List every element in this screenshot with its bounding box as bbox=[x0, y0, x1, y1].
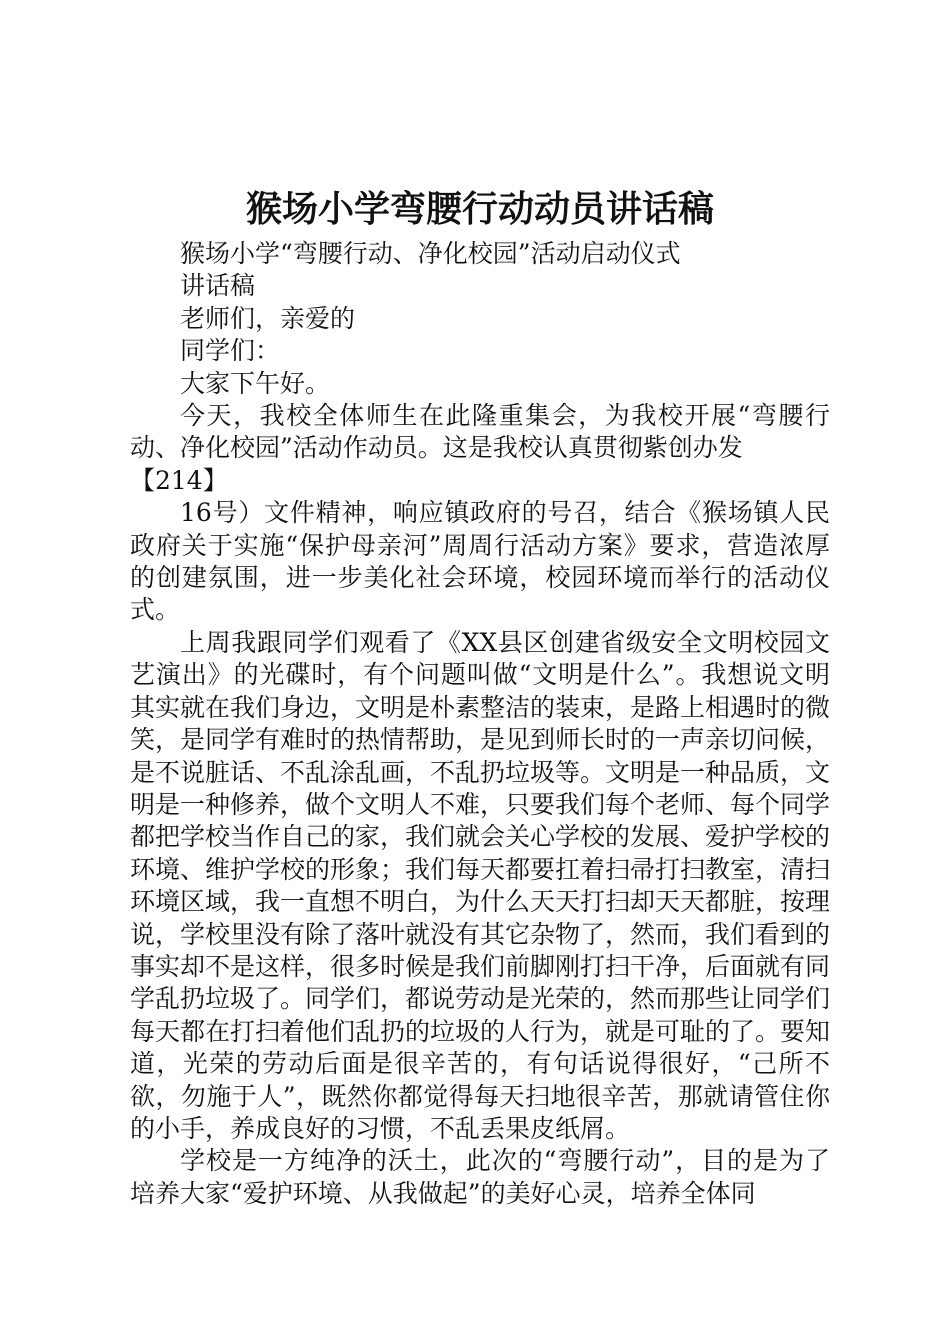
paragraph-opening: 今天，我校全体师生在此隆重集会，为我校开展“弯腰行动、净化校园”活动作动员。这是我校认真贯彻紫创办发 bbox=[130, 401, 830, 463]
document-page bbox=[130, 184, 830, 1210]
document-title: 猴场小学弯腰行动动员讲话稿 bbox=[245, 188, 714, 230]
greeting-line-afternoon: 大家下午好。 bbox=[180, 368, 331, 398]
paragraph-civilization: 上周我跟同学们观看了《XX县区创建省级安全文明校园文艺演出》的光碟时，有个问题叫做“文明是什么”。我想说文明其实就在我们身边，文明是朴素整洁的装束，是路上相遇时的微笑，是同学有难时的热情帮助，是见到师长时的一声亲切问候，是不说脏话、不乱涂乱画，不乱扔垃圾等。文明是一种品质，文明是一种修养，做个文明人不难，只要我们每个老师、每个同学都把学校当作自己的家，我们就会关心学校的发展、爱护学校的环境、维护学校的形象；我们每天都要扛着扫帚打扫教室，清扫环境区域，我一直想不明白，为什么天天打扫却天天都脏，按理说，学校里没有除了落叶就没有其它杂物了，然而，我们看到的事实却不是这样，很多时候是我们前脚刚打扫干净，后面就有同学乱扔垃圾了。同学们，都说劳动是光荣的，然而那些让同学们每天都在打扫着他们乱扔的垃圾的人行为，就是可耻的了。要知道，光荣的劳动后面是很辛苦的，有句话说得很好，“己所不欲，勿施于人”，既然你都觉得每天扫地很辛苦，那就请管住你的小手，养成良好的习惯，不乱丢果皮纸屑。 bbox=[130, 627, 831, 1143]
greeting-line-teachers: 老师们，亲爱的 bbox=[180, 303, 356, 333]
greeting-line-students: 同学们： bbox=[180, 336, 281, 366]
intro-line-activity: 猴场小学“弯腰行动、净化校园”活动启动仪式 bbox=[180, 239, 681, 268]
paragraph-campus: 学校是一方纯净的沃土，此次的“弯腰行动”，目的是为了培养大家“爱护环境、从我做起”的美好心灵，培养全体同 bbox=[130, 1146, 830, 1208]
paragraph-policy: 16号）文件精神，响应镇政府的号召，结合《猴场镇人民政府关于实施“保护母亲河”周周行活动方案》要求，营造浓厚的创建氛围，进一步美化社会环境，校园环境而举行的活动仪式。 bbox=[130, 498, 830, 625]
document-reference-number: 【214】 bbox=[130, 465, 228, 495]
intro-line-speech: 讲话稿 bbox=[180, 271, 256, 301]
